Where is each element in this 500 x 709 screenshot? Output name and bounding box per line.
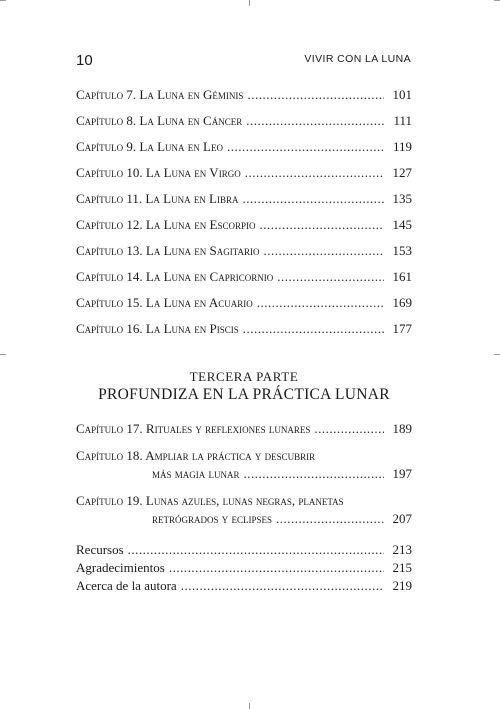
page-number: 10	[76, 52, 93, 69]
toc-entry-label: Capítulo 13. La Luna en Sagitario	[76, 243, 260, 258]
dot-leader	[243, 191, 384, 207]
dot-leader	[245, 165, 384, 181]
toc-page-number: 197	[392, 466, 412, 481]
toc-page-number: 127	[392, 165, 412, 180]
toc-page-number: 101	[392, 87, 412, 102]
toc-entry[interactable]	[76, 217, 412, 233]
part-title: PROFUNDIZA EN LA PRÁCTICA LUNAR	[98, 386, 390, 403]
dot-leader	[128, 542, 384, 558]
toc-entry-label[interactable]: Capítulo 19. Lunas azules, lunas negras, planetas	[76, 493, 344, 508]
dot-leader	[277, 269, 384, 285]
dot-leader	[264, 243, 384, 259]
toc-entry[interactable]	[76, 243, 412, 259]
toc-page-number: 169	[392, 295, 412, 310]
toc-entry-label: Capítulo 11. La Luna en Libra	[76, 191, 239, 206]
crop-mark	[494, 0, 500, 1]
crop-mark	[494, 354, 500, 355]
crop-mark	[0, 354, 6, 355]
dot-leader	[244, 466, 384, 482]
toc-entry-label: Capítulo 15. La Luna en Acuario	[76, 295, 253, 310]
toc-page-number: 177	[392, 321, 412, 336]
toc-entry-label: Acerca de la autora	[76, 578, 177, 593]
crop-mark	[249, 0, 250, 6]
toc-page-number: 213	[392, 542, 412, 557]
toc-page-number: 135	[392, 191, 412, 206]
toc-entry-label: Capítulo 9. La Luna en Leo	[76, 139, 223, 154]
toc-entry[interactable]	[76, 321, 412, 337]
dot-leader	[246, 113, 384, 129]
dot-leader	[243, 321, 384, 337]
toc-page-number: 111	[393, 113, 412, 128]
crop-mark	[249, 703, 250, 709]
toc-entry-label: Agradecimientos	[76, 560, 165, 575]
toc-page-number: 119	[392, 139, 412, 154]
toc-entry[interactable]	[76, 542, 412, 558]
toc-entry[interactable]	[76, 560, 412, 576]
toc-page-number: 153	[392, 243, 412, 258]
toc-entry[interactable]	[76, 578, 412, 594]
toc-entry-label: Capítulo 16. La Luna en Piscis	[76, 321, 239, 336]
dot-leader	[314, 421, 384, 437]
toc-entry[interactable]	[76, 269, 412, 285]
running-title: VIVIR CON LA LUNA	[304, 53, 411, 65]
dot-leader	[257, 295, 384, 311]
toc-entry[interactable]	[76, 165, 412, 181]
page-header	[76, 52, 411, 70]
toc-entry[interactable]	[76, 421, 412, 437]
toc-entry-label-continued: retrógrados y eclipses	[152, 511, 273, 526]
part-label: TERCERA PARTE	[189, 369, 299, 384]
dot-leader	[260, 217, 385, 233]
crop-mark	[0, 0, 6, 1]
toc-entry-label: Capítulo 17. Rituales y reflexiones lunares	[76, 421, 311, 436]
toc-entry-label: Capítulo 10. La Luna en Virgo	[76, 165, 241, 180]
toc-page-number: 161	[392, 269, 412, 284]
toc-entry[interactable]	[76, 191, 412, 207]
toc-entry-label-continued: más magia lunar	[152, 466, 240, 481]
toc-page-number: 189	[392, 421, 412, 436]
toc-entry-label: Capítulo 7. La Luna en Géminis	[76, 87, 244, 102]
toc-page-number: 219	[392, 578, 412, 593]
dot-leader	[247, 87, 384, 103]
toc-entry[interactable]	[76, 139, 412, 155]
dot-leader	[227, 139, 384, 155]
toc-entry[interactable]	[76, 87, 412, 103]
toc-entry-continuation[interactable]	[152, 511, 412, 527]
toc-page-number: 207	[392, 511, 412, 526]
toc-entry-label: Capítulo 12. La Luna en Escorpio	[76, 217, 256, 232]
toc-entry-continuation[interactable]	[152, 466, 412, 482]
toc-page-number: 145	[392, 217, 412, 232]
dot-leader	[276, 511, 384, 527]
toc-entry-label: Capítulo 8. La Luna en Cáncer	[76, 113, 243, 128]
toc-entry-label: Recursos	[76, 542, 124, 557]
toc-entry[interactable]	[76, 113, 412, 129]
toc-entry[interactable]	[76, 295, 412, 311]
dot-leader	[181, 578, 384, 594]
toc-entry-label[interactable]: Capítulo 18. Ampliar la práctica y descubrir	[76, 448, 316, 463]
toc-page-number: 215	[392, 560, 412, 575]
dot-leader	[169, 560, 384, 576]
toc-entry-label: Capítulo 14. La Luna en Capricornio	[76, 269, 274, 284]
